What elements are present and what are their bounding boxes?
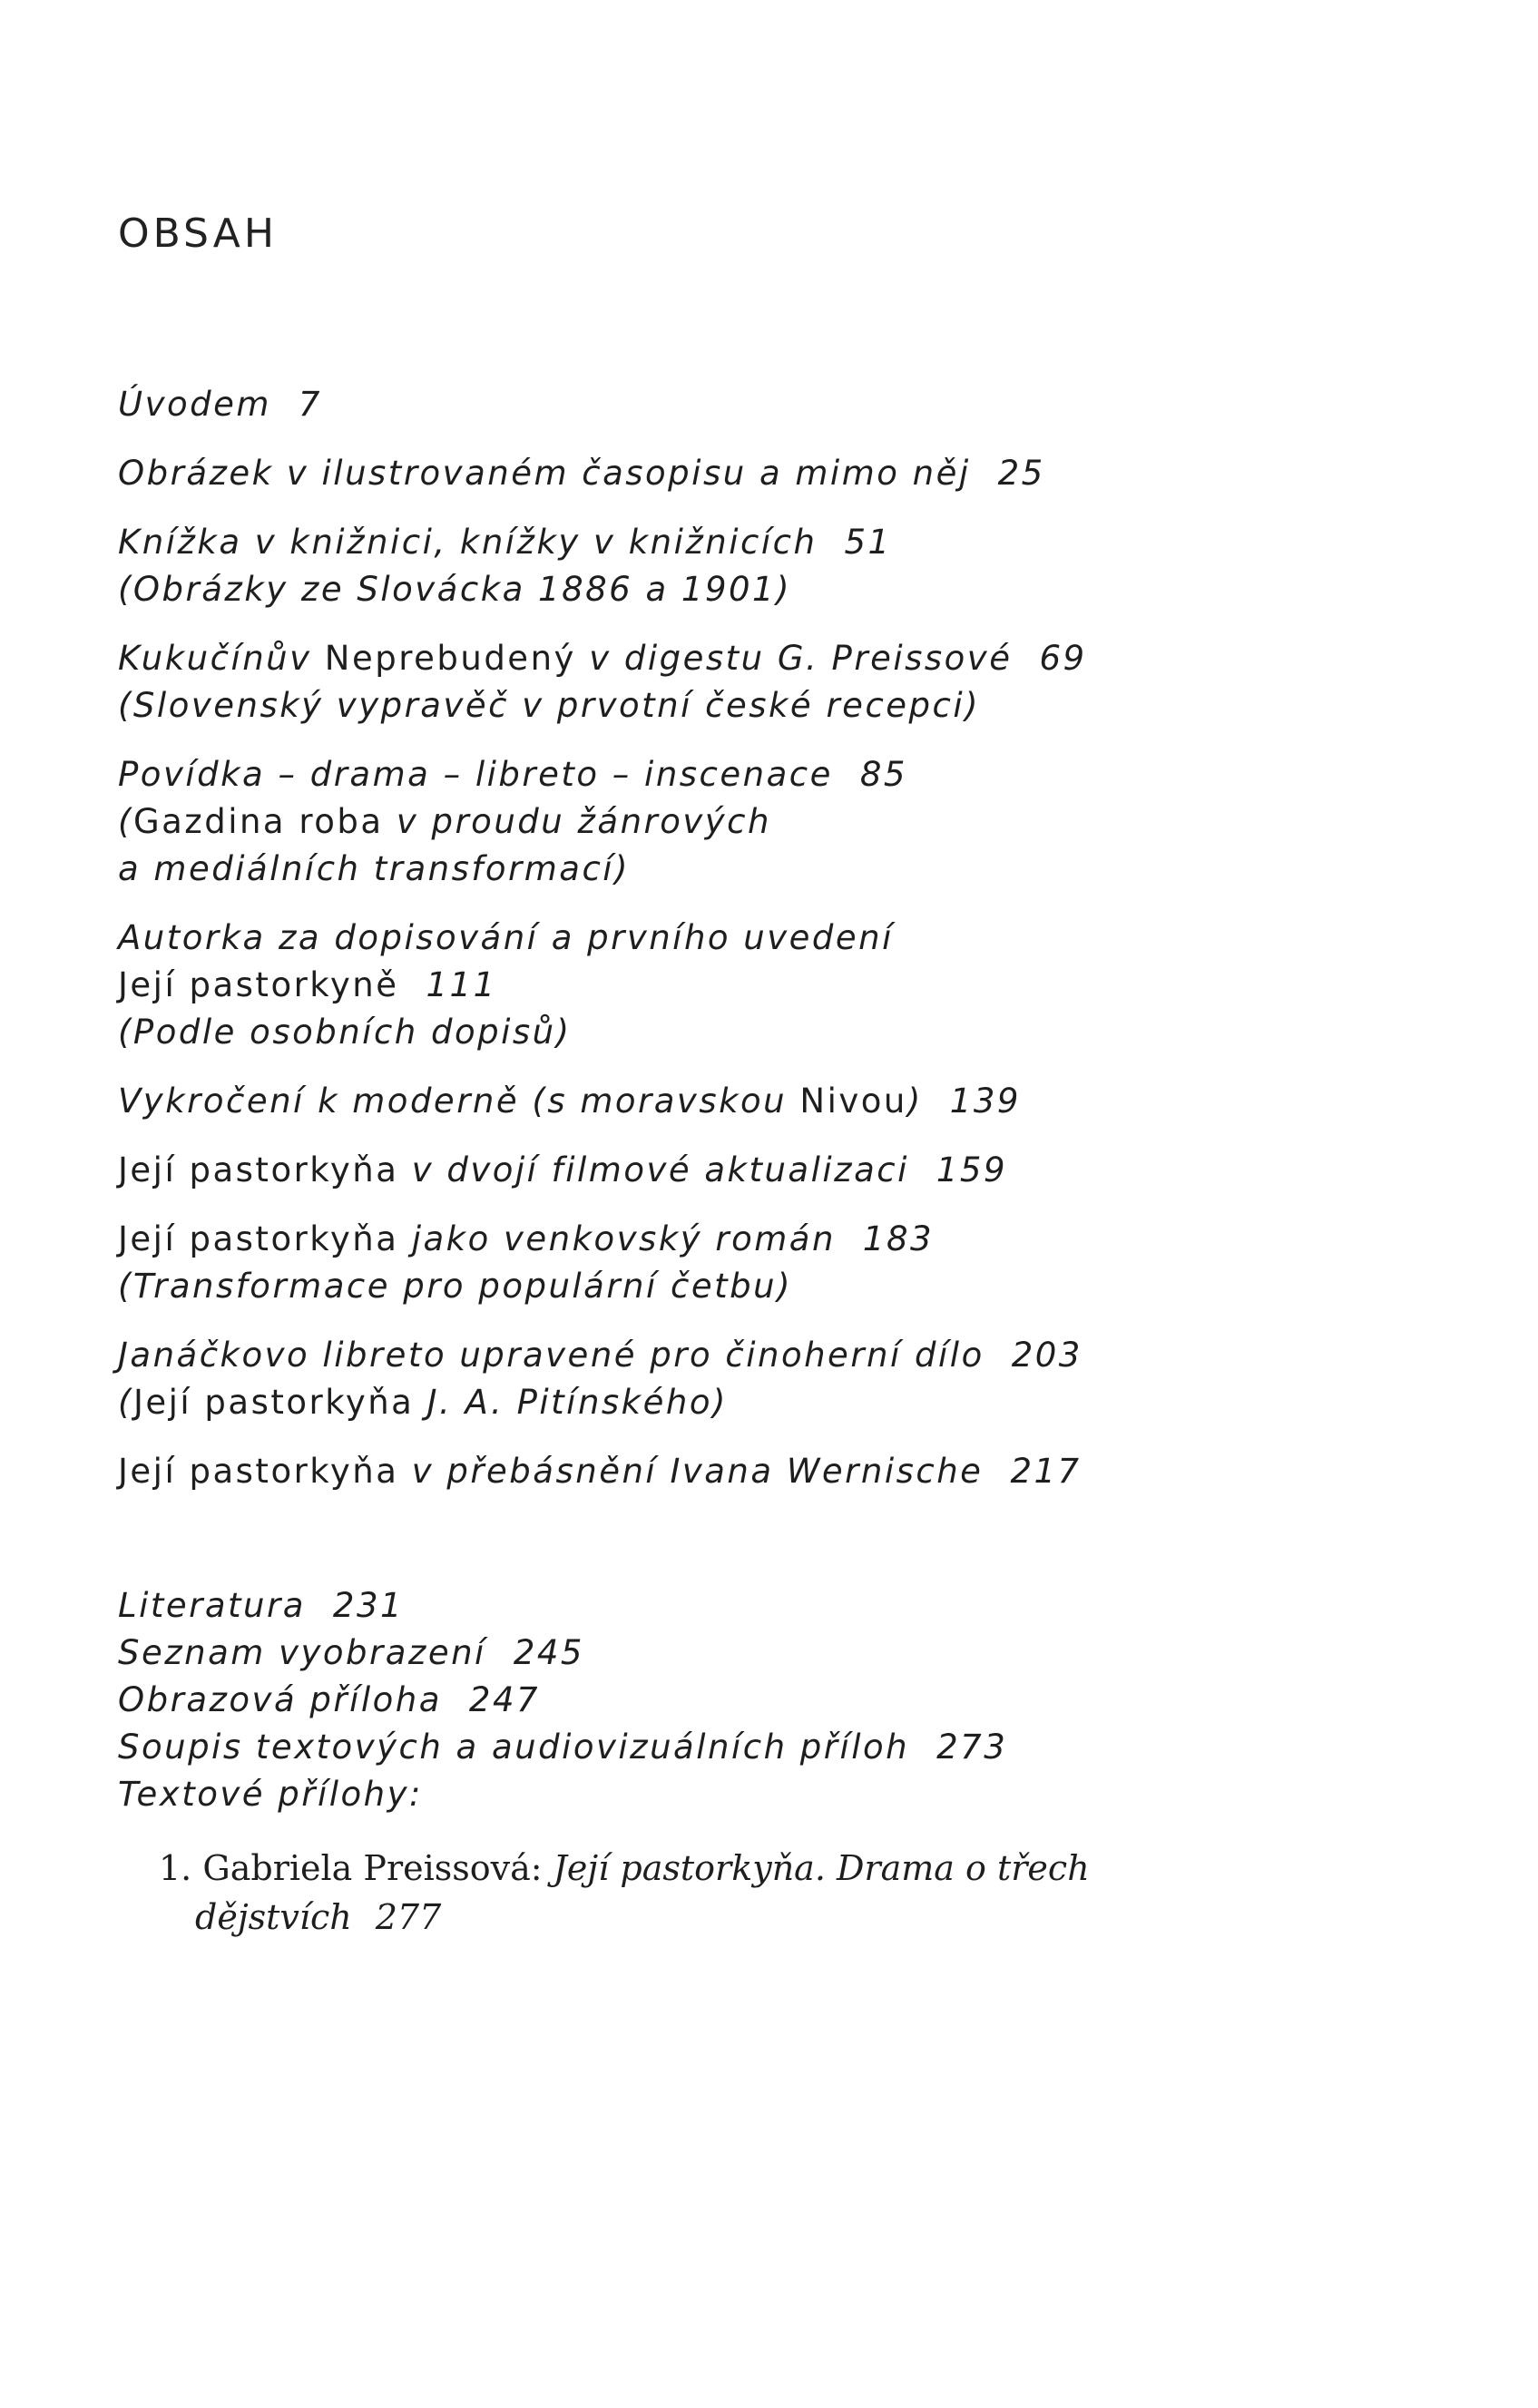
entry-title: Janáčkovo libreto upravené pro činoherní dílo xyxy=(118,1336,985,1375)
entry-title-part: Vykročení k moderně (s moravskou xyxy=(118,1082,788,1121)
back-matter xyxy=(118,1582,1298,1818)
toc-entry-uvodem[interactable] xyxy=(118,381,1298,428)
page-number: 247 xyxy=(468,1680,541,1719)
toc-entry-autorka[interactable] xyxy=(118,915,1298,1056)
entry-title: Obrazová příloha xyxy=(118,1680,442,1719)
entry-title: Obrázek v ilustrovaném časopisu a mimo něj xyxy=(118,454,971,493)
toc-entry-vykroceni[interactable] xyxy=(118,1078,1298,1125)
page-number: 273 xyxy=(936,1728,1008,1767)
entry-title: Úvodem xyxy=(118,385,271,424)
entry-subtitle: (Podle osobních dopisů) xyxy=(118,1013,572,1052)
entry-subtitle-part: ( xyxy=(118,1383,133,1422)
appendix-author: Gabriela Preissová: xyxy=(202,1848,543,1888)
entry-subtitle-part: ( xyxy=(118,802,133,841)
appendix-work: Její pastorkyňa. Drama o třech xyxy=(553,1848,1090,1888)
entry-title: Povídka – drama – libreto – inscenace xyxy=(118,755,833,794)
page-number: 245 xyxy=(513,1633,584,1672)
toc-entry-textove-prilohy xyxy=(118,1771,1298,1818)
entry-title: Textové přílohy: xyxy=(118,1775,423,1814)
toc-entry-obrazek[interactable] xyxy=(118,450,1298,497)
entry-title: Literatura xyxy=(118,1586,306,1625)
entry-subtitle: (Transformace pro populární četbu) xyxy=(118,1267,793,1306)
toc-entry-seznam-vyobrazeni[interactable] xyxy=(118,1630,1298,1677)
page-number: 25 xyxy=(997,454,1045,493)
appendix-item[interactable] xyxy=(118,1844,1298,1942)
entry-subtitle: a mediálních transformací) xyxy=(118,849,631,888)
appendix-work: dějstvích xyxy=(195,1897,352,1937)
page-number: 183 xyxy=(862,1219,935,1258)
page-number: 69 xyxy=(1039,639,1087,678)
toc-entry-filmova[interactable] xyxy=(118,1147,1298,1194)
toc-entry-knizka[interactable] xyxy=(118,519,1298,613)
page-number: 111 xyxy=(426,965,497,1004)
toc-entry-soupis[interactable] xyxy=(118,1724,1298,1771)
entry-title-part: v dvojí filmové aktualizaci xyxy=(411,1150,909,1189)
table-of-contents xyxy=(118,381,1298,1942)
entry-title-part: Její pastorkyňa xyxy=(118,1150,399,1189)
page-number: 159 xyxy=(936,1150,1008,1189)
entry-subtitle-part: J. A. Pitínského) xyxy=(426,1383,728,1422)
entry-title: Seznam vyobrazení xyxy=(118,1633,486,1672)
toc-entry-libreto[interactable] xyxy=(118,1332,1298,1426)
page-number: 7 xyxy=(298,385,322,424)
entry-title: Autorka za dopisování a prvního uvedení xyxy=(118,918,894,957)
page-number: 231 xyxy=(332,1586,405,1625)
entry-subtitle-part: Její pastorkyňa xyxy=(132,1383,415,1422)
page-number: 51 xyxy=(844,523,892,562)
page-number: 217 xyxy=(1010,1452,1082,1491)
toc-entry-povidka[interactable] xyxy=(118,751,1298,893)
entry-title-part: v digestu G. Preissové xyxy=(589,639,1013,678)
entry-title-part: Její pastorkyňa xyxy=(118,1219,399,1258)
entry-subtitle: (Slovenský vypravěč v prvotní české recepci) xyxy=(118,686,981,725)
entry-title-part: Nivou xyxy=(799,1082,907,1121)
entry-title: Soupis textových a audiovizuálních příloh xyxy=(118,1728,910,1767)
toc-entry-kukucin[interactable] xyxy=(118,635,1298,729)
page-number: 277 xyxy=(375,1897,442,1937)
page-title: OBSAH xyxy=(118,210,278,257)
item-number: 1. xyxy=(159,1848,192,1888)
entry-title-part: Neprebudený xyxy=(324,639,576,678)
page-number: 139 xyxy=(949,1082,1021,1121)
entry-title-part: Její pastorkyňa xyxy=(118,1452,399,1491)
toc-entry-roman[interactable] xyxy=(118,1216,1298,1310)
entry-title-part: v přebásnění Ivana Wernische xyxy=(411,1452,984,1491)
entry-subtitle-part: Gazdina roba xyxy=(132,802,384,841)
toc-entry-literatura[interactable] xyxy=(118,1582,1298,1630)
entry-title-part: jako venkovský román xyxy=(411,1219,836,1258)
entry-subtitle-part: v proudu žánrových xyxy=(396,802,771,841)
entry-title-part: ) xyxy=(906,1082,923,1121)
entry-title-part: Její pastorkyně xyxy=(118,965,399,1004)
entry-title: Knížka v knižnici, knížky v knižnicích xyxy=(118,523,818,562)
page-number: 203 xyxy=(1011,1336,1082,1375)
entry-title-part: Kukučínův xyxy=(118,639,312,678)
toc-entry-obrazova-priloha[interactable] xyxy=(118,1677,1298,1724)
toc-entry-wernisch[interactable] xyxy=(118,1448,1298,1495)
entry-subtitle: (Obrázky ze Slovácka 1886 a 1901) xyxy=(118,570,792,609)
page-number: 85 xyxy=(859,755,907,794)
